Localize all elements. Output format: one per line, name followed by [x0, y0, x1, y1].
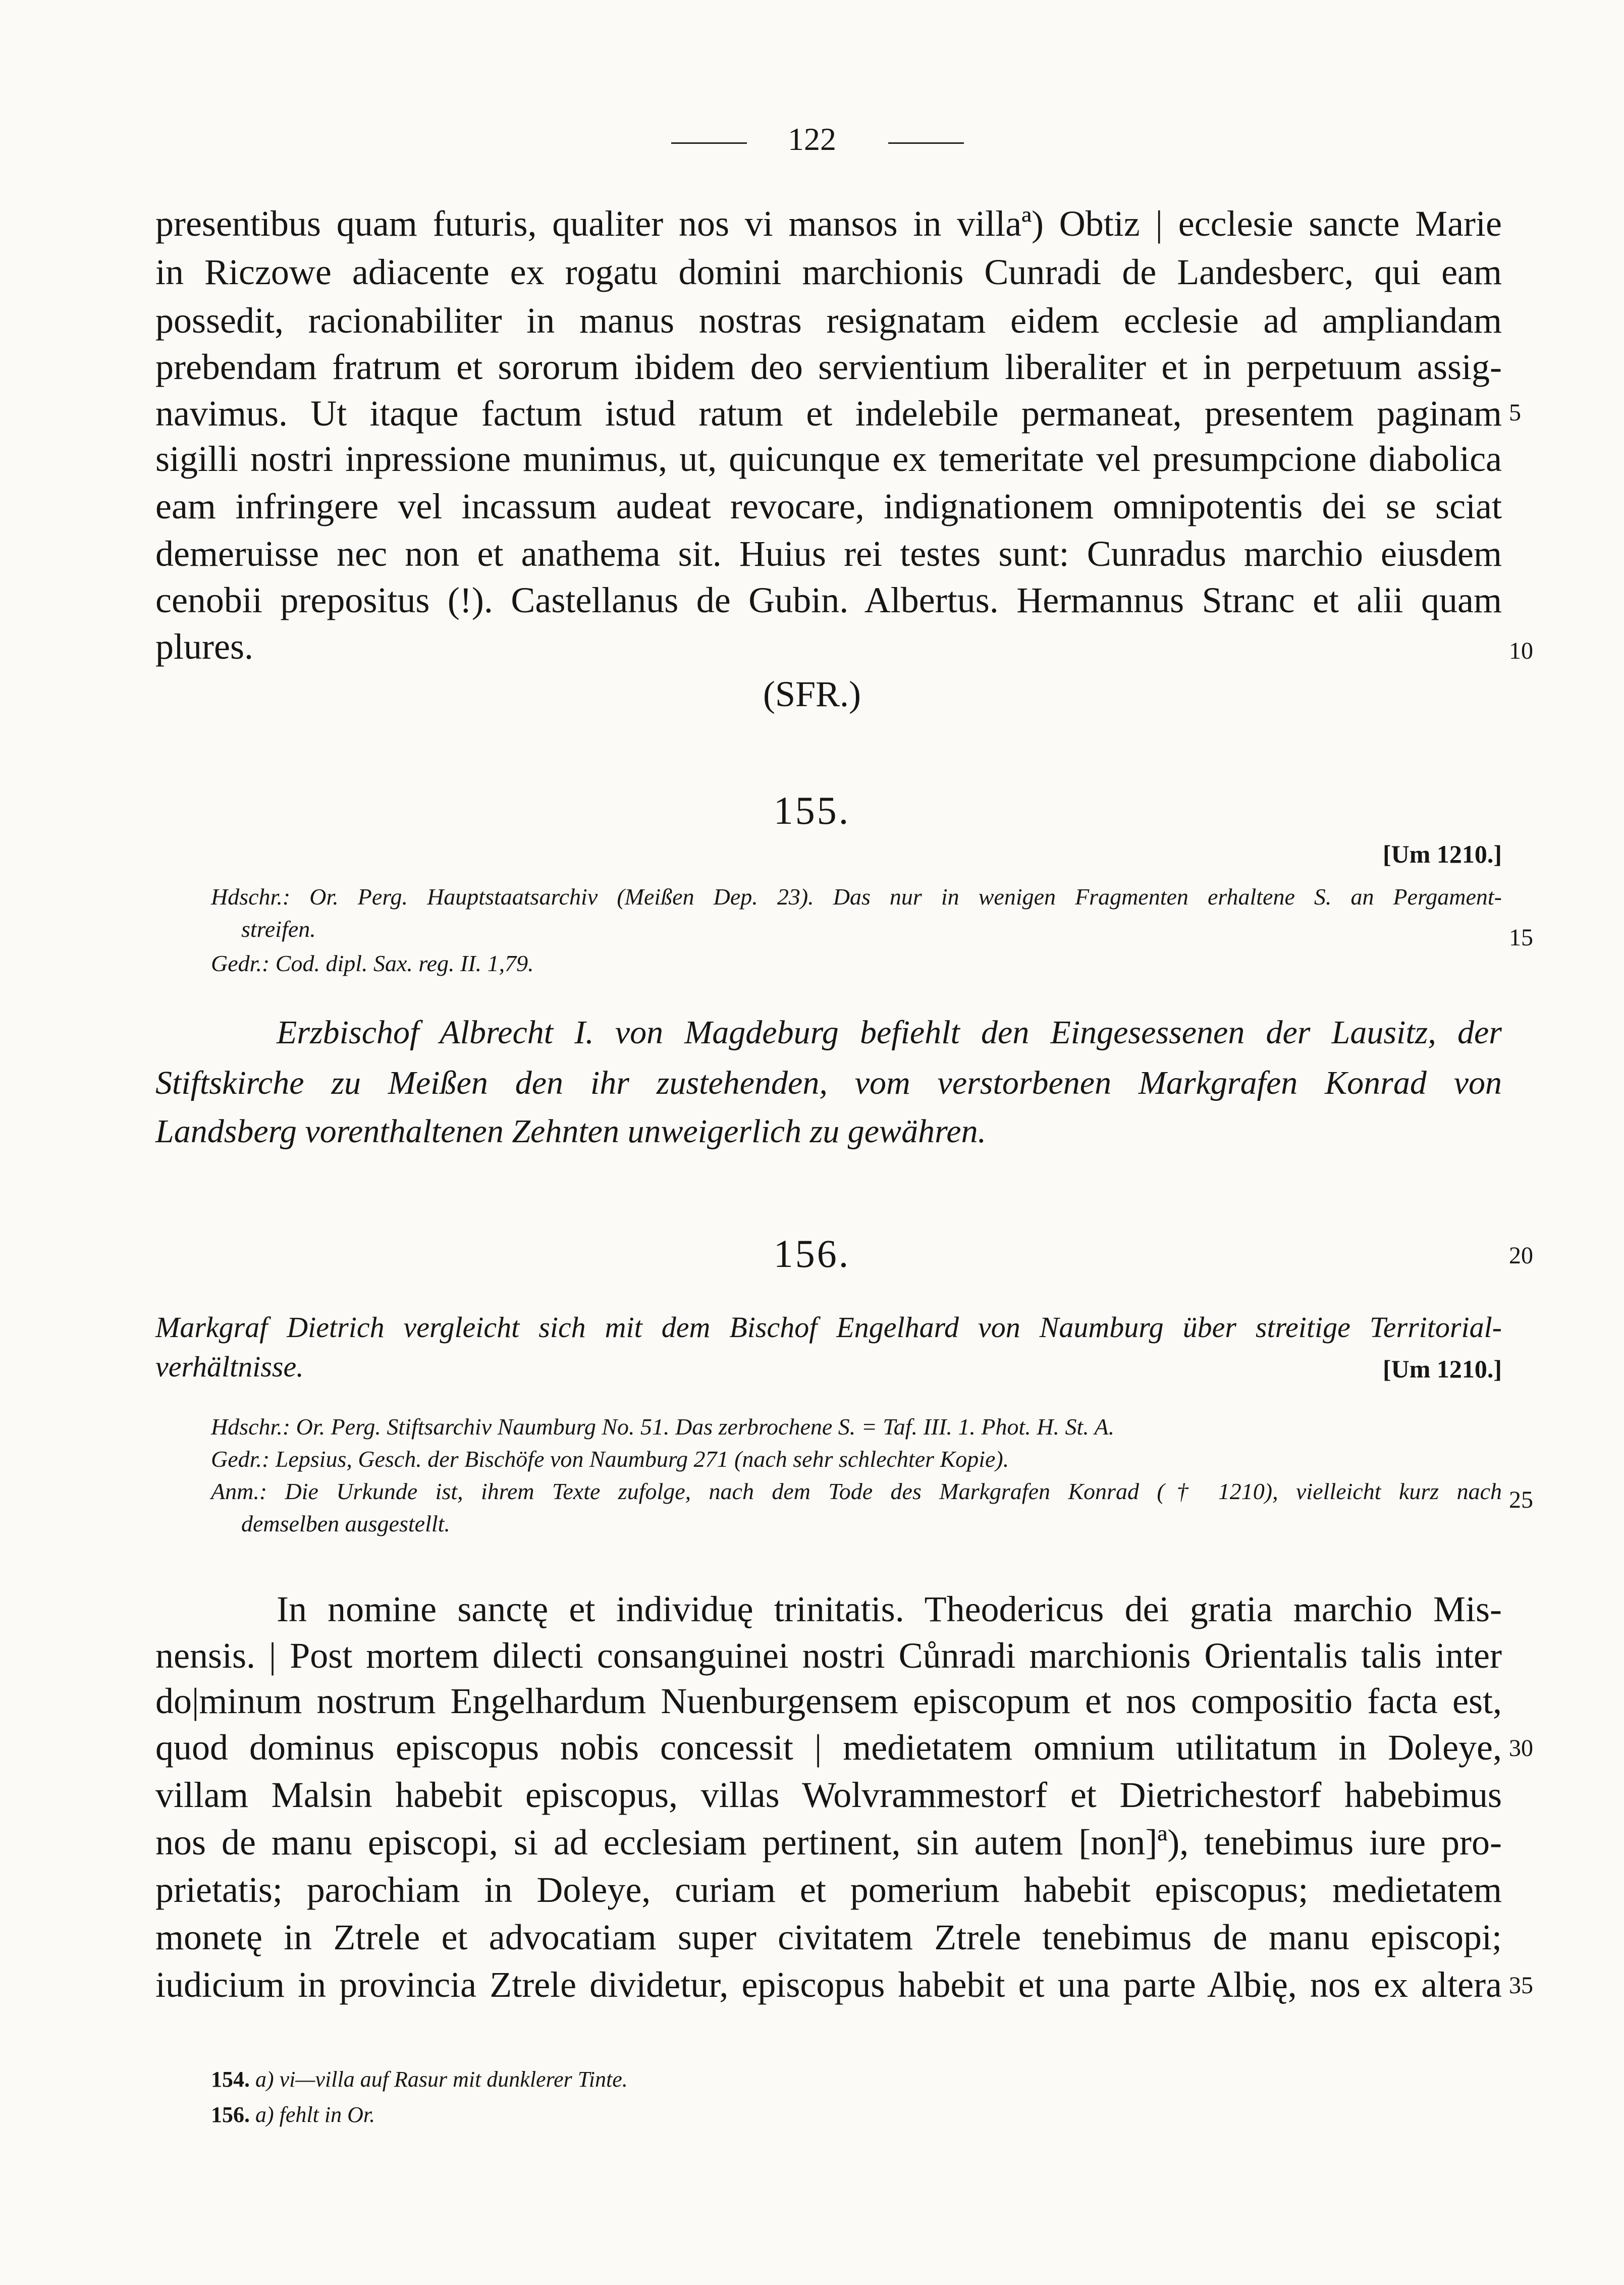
text-line: possedit, racionabiliter in manus nostras resignatam eidem ecclesie ad ampliandam [155, 300, 1502, 341]
doc156-regest-line: Markgraf Dietrich vergleicht sich mit dem Bischof Engelhard von Naumburg über streitige Territorial- [155, 1311, 1502, 1344]
text-line: villam Malsin habebit episcopus, villas Wolvrammestorf et Dietrichestorf habebimus [155, 1775, 1502, 1815]
text-line: navimus. Ut itaque factum istud ratum et indelebile permaneat, presentem paginam [155, 393, 1502, 434]
doc155-hdschr-cont: streifen. [241, 916, 316, 942]
text-line: eam infringere vel incassum audeat revocare, indignationem omnipotentis dei se sciat [155, 486, 1502, 526]
text-line: iudicium in provincia Ztrele dividetur, episcopus habebit et una parte Albię, nos ex altera [155, 1964, 1502, 2005]
text-line: demeruisse nec non et anathema sit. Huius rei testes sunt: Cunradus marchio eiusdem [155, 534, 1502, 574]
footnote-text: a) fehlt in Or. [255, 2102, 375, 2127]
footnote [211, 2100, 375, 2130]
text-line: nensis. | Post mortem dilecti consanguinei nostri Cůnradi marchionis Orientalis talis inter [155, 1635, 1502, 1676]
doc155-date: [Um 1210.] [1382, 840, 1502, 868]
header-rule-right [888, 142, 964, 144]
line-number: 15 [1509, 924, 1533, 951]
doc156-hdschr: Hdschr.: Or. Perg. Stiftsarchiv Naumburg No. 51. Das zerbrochene S. = Taf. III. 1. Phot. H. St. A. [211, 1414, 1115, 1440]
doc155-regest-line: Stiftskirche zu Meißen den ihr zustehenden, vom verstorbenen Markgrafen Konrad von [155, 1065, 1502, 1101]
text-line: plures. [155, 626, 253, 667]
text-line: monetę in Ztrele et advocatiam super civitatem Ztrele tenebimus de manu episcopi; [155, 1917, 1502, 1957]
footnote [211, 2064, 628, 2095]
text-line: nos de manu episcopi, si ad ecclesiam pertinent, sin autem [non]ª), tenebimus iure pro- [155, 1822, 1502, 1863]
text-line: do|minum nostrum Engelhardum Nuenburgensem episcopum et nos compositio facta est, [155, 1681, 1502, 1721]
line-number: 10 [1509, 637, 1533, 664]
doc156-anm-cont: demselben ausgestellt. [241, 1511, 450, 1536]
footnote-ref: 154. [211, 2067, 250, 2092]
doc156-anm: Anm.: Die Urkunde ist, ihrem Texte zufolge, nach dem Tode des Markgrafen Konrad († 1210), vielleicht kurz nach [211, 1478, 1502, 1504]
page-number: 122 [788, 121, 836, 157]
line-number: 30 [1509, 1735, 1533, 1762]
text-line: quod dominus episcopus nobis concessit | medietatem omnium utilitatum in Doleye, [155, 1727, 1502, 1768]
footnote-ref: 156. [211, 2102, 250, 2127]
text-line: sigilli nostri inpressione munimus, ut, quicunque ex temeritate vel presumpcione diabolica [155, 439, 1502, 479]
doc156-number: 156. [773, 1232, 851, 1276]
line-number: 20 [1509, 1242, 1533, 1269]
doc155-regest-line: Landsberg vorenthaltenen Zehnten unweigerlich zu gewähren. [155, 1113, 987, 1150]
text-line: In nomine sanctę et individuę trinitatis. Theodericus dei gratia marchio Mis- [277, 1589, 1502, 1629]
doc156-regest-line: verhältnisse. [155, 1350, 304, 1383]
line-number: 5 [1509, 399, 1521, 426]
doc155-gedr: Gedr.: Cod. dipl. Sax. reg. II. 1,79. [211, 950, 534, 976]
seal-note: (SFR.) [763, 674, 861, 714]
text-line: presentibus quam futuris, qualiter nos vi mansos in villaª) Obtiz | ecclesie sancte Marie [155, 203, 1502, 244]
doc156-date: [Um 1210.] [1382, 1355, 1502, 1383]
doc155-hdschr: Hdschr.: Or. Perg. Hauptstaatsarchiv (Meißen Dep. 23). Das nur in wenigen Fragmenten erhaltene S. an Pergament- [211, 884, 1502, 910]
line-number: 25 [1509, 1486, 1533, 1513]
doc155-regest-line: Erzbischof Albrecht I. von Magdeburg befiehlt den Eingesessenen der Lausitz, der [277, 1014, 1502, 1051]
doc155-number: 155. [773, 788, 851, 832]
text-line: in Riczowe adiacente ex rogatu domini marchionis Cunradi de Landesberc, qui eam [155, 252, 1502, 292]
line-number: 35 [1509, 1972, 1533, 1999]
text-line: prietatis; parochiam in Doleye, curiam et pomerium habebit episcopus; medietatem [155, 1870, 1502, 1910]
text-line: prebendam fratrum et sororum ibidem deo servientium liberaliter et in perpetuum assig- [155, 347, 1502, 387]
footnote-text: a) vi—villa auf Rasur mit dunklerer Tinte. [255, 2067, 628, 2092]
text-line: cenobii prepositus (!). Castellanus de Gubin. Albertus. Hermannus Stranc et alii quam [155, 580, 1502, 620]
doc156-gedr: Gedr.: Lepsius, Gesch. der Bischöfe von Naumburg 271 (nach sehr schlechter Kopie). [211, 1446, 1009, 1472]
